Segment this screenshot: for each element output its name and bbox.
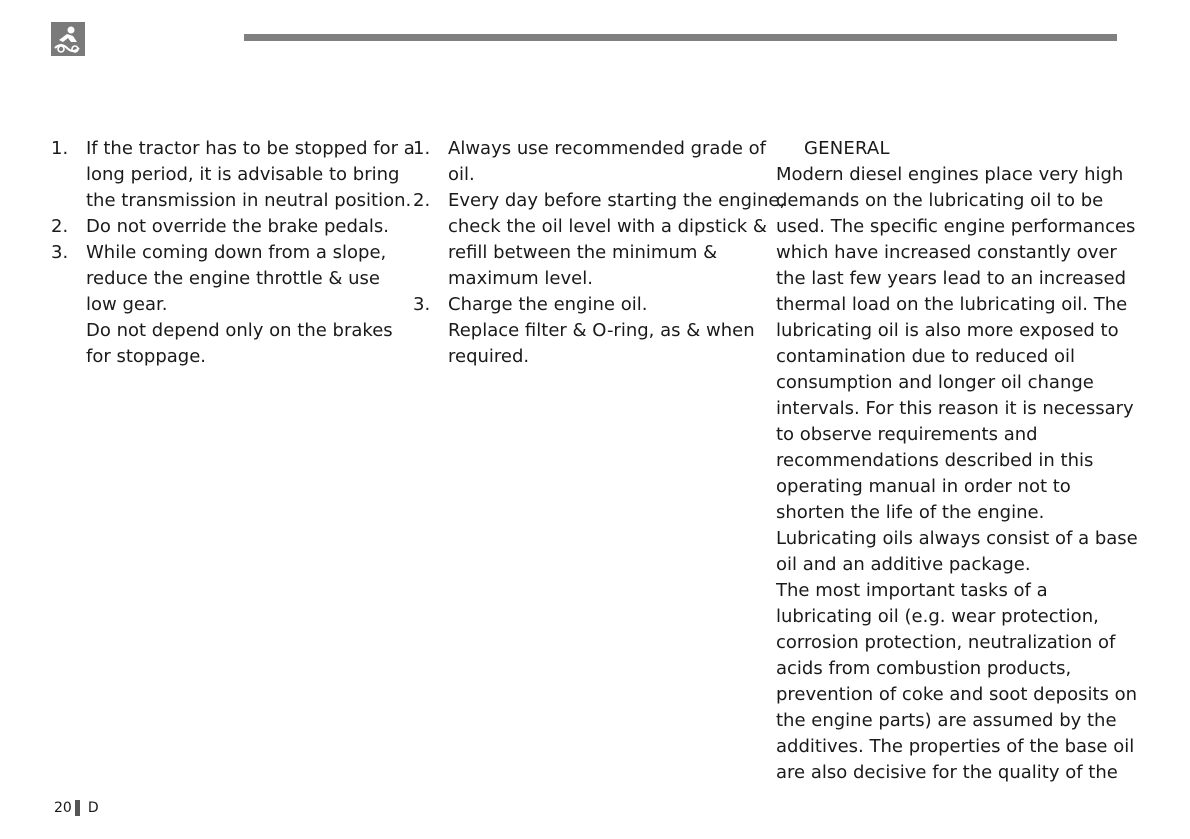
paragraph-line: lubricating oil is also more exposed to xyxy=(776,320,1119,341)
list-item-text-line: required. xyxy=(448,346,530,367)
oil-instructions-list xyxy=(413,136,786,370)
column-1-precautions xyxy=(51,136,415,370)
paragraph-line: the last few years lead to an increased xyxy=(776,268,1127,289)
paragraph-line: acids from combustion products, xyxy=(776,658,1072,679)
paragraph-line: demands on the lubricating oil to be xyxy=(776,190,1104,211)
list-item-text-line: low gear. xyxy=(86,294,168,315)
paragraph-line: intervals. For this reason it is necessary xyxy=(776,398,1134,419)
header-rule xyxy=(244,34,1117,41)
tractor-service-icon-graphic xyxy=(51,22,85,56)
list-item-number: 3. xyxy=(51,242,69,263)
list-item-number: 1. xyxy=(51,138,69,159)
list-item-text-line: refill between the minimum & xyxy=(448,242,718,263)
paragraph-line: are also decisive for the quality of the xyxy=(776,762,1118,783)
column-3-general xyxy=(776,136,1138,786)
section-heading: GENERAL xyxy=(804,138,890,159)
column-2-oil-instructions xyxy=(413,136,786,370)
footer-separator-bar xyxy=(75,800,80,816)
list-item xyxy=(51,136,415,214)
list-item-number: 2. xyxy=(51,216,69,237)
list-item xyxy=(413,188,786,292)
paragraph-line: which have increased constantly over xyxy=(776,242,1117,263)
paragraph-line: recommendations described in this xyxy=(776,450,1094,471)
list-item-text-line: the transmission in neutral position. xyxy=(86,190,412,211)
paragraph-line: to observe requirements and xyxy=(776,424,1038,445)
list-item-text-line: Do not depend only on the brakes xyxy=(86,320,393,341)
paragraph-line: the engine parts) are assumed by the xyxy=(776,710,1117,731)
list-item-number: 3. xyxy=(413,294,431,315)
paragraph-line: shorten the life of the engine. xyxy=(776,502,1045,523)
list-item-text-line: long period, it is advisable to bring xyxy=(86,164,400,185)
list-item-number: 2. xyxy=(413,190,431,211)
page-number: 20 xyxy=(54,800,72,816)
list-item-text-line: oil. xyxy=(448,164,475,185)
list-item xyxy=(413,136,768,188)
paragraph-line: used. The specific engine performances xyxy=(776,216,1136,237)
list-item xyxy=(51,214,401,240)
paragraph-line: consumption and longer oil change xyxy=(776,372,1094,393)
list-item xyxy=(51,240,401,370)
list-item-text-line: for stoppage. xyxy=(86,346,207,367)
list-item-text-line: maximum level. xyxy=(448,268,593,289)
section-letter: D xyxy=(87,800,99,816)
paragraph-line: Lubricating oils always consist of a base xyxy=(776,528,1138,549)
paragraph-line: contamination due to reduced oil xyxy=(776,346,1076,367)
list-item-text-line: Charge the engine oil. xyxy=(448,294,648,315)
paragraph-line: additives. The properties of the base oil xyxy=(776,736,1135,757)
precautions-list xyxy=(51,136,415,370)
paragraph-line: The most important tasks of a xyxy=(776,580,1048,601)
paragraph-line: oil and an additive package. xyxy=(776,554,1031,575)
paragraph-line: lubricating oil (e.g. wear protection, xyxy=(776,606,1099,627)
list-item-text-line: check the oil level with a dipstick & xyxy=(448,216,767,237)
paragraph-line: prevention of coke and soot deposits on xyxy=(776,684,1138,705)
list-item-text-line: Always use recommended grade of xyxy=(448,138,767,159)
paragraph-line: operating manual in order not to xyxy=(776,476,1071,497)
list-item-text-line: reduce the engine throttle & use xyxy=(86,268,380,289)
paragraph-line: thermal load on the lubricating oil. The xyxy=(776,294,1128,315)
page-footer xyxy=(54,799,99,817)
list-item-number: 1. xyxy=(413,138,431,159)
list-item-text-line: Do not override the brake pedals. xyxy=(86,216,389,237)
general-paragraph xyxy=(776,162,1138,786)
list-item xyxy=(413,292,768,370)
paragraph-line: Modern diesel engines place very high xyxy=(776,164,1124,185)
list-item-text-line: If the tractor has to be stopped for a xyxy=(86,138,415,159)
tractor-service-icon xyxy=(51,22,85,56)
list-item-text-line: Every day before starting the engine, xyxy=(448,190,786,211)
paragraph-line: corrosion protection, neutralization of xyxy=(776,632,1116,653)
list-item-text-line: While coming down from a slope, xyxy=(86,242,387,263)
list-item-text-line: Replace filter & O-ring, as & when xyxy=(448,320,755,341)
